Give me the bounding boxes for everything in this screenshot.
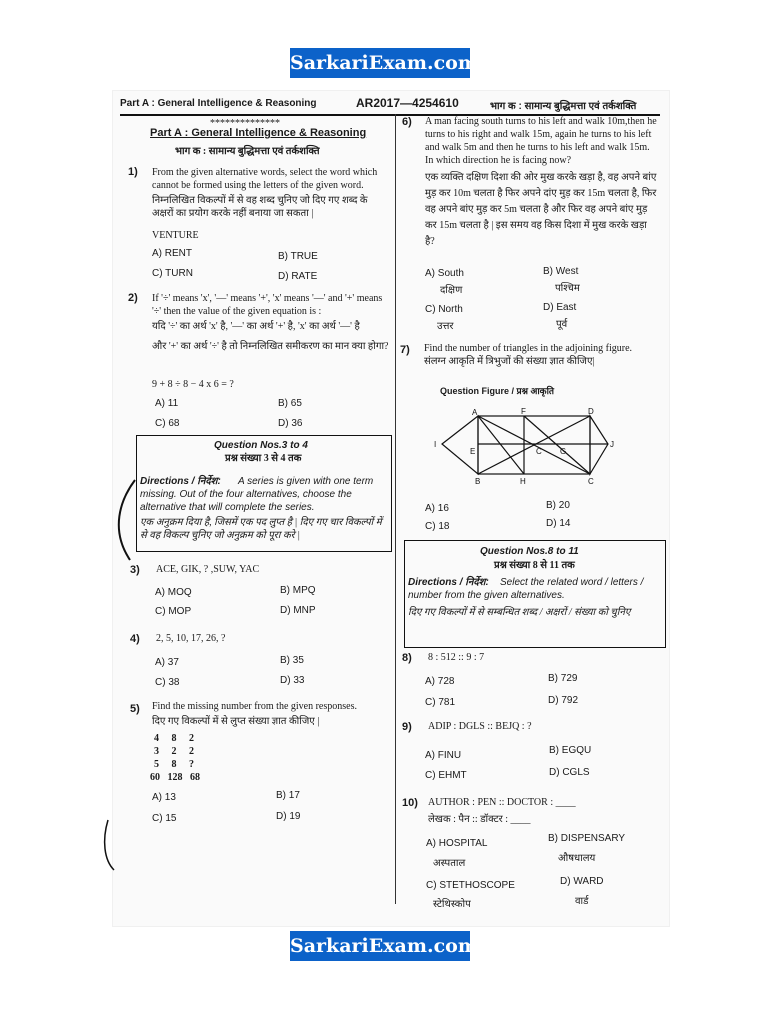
q10-option-c-hindi: स्टेथिस्कोप	[433, 899, 471, 910]
q6-text: A man facing south turns to his left and walk 10m,then he turns to his right and walk 15m, again he turns to his left and walk 5m and then he turns to his left and walk 15m. In which direction he is facing now?	[425, 116, 657, 166]
q5-text-hindi: दिए गए विकल्पों में से लुप्त संख्या ज्ञात कीजिए |	[152, 716, 320, 727]
directions-8-11-text-hindi: दिए गए विकल्पों में से सम्बन्धित शब्द / अक्षरों / संख्या को चुनिए	[408, 607, 631, 618]
q3-number: 3)	[130, 564, 140, 576]
q9-text: ADIP : DGLS :: BEJQ : ?	[428, 721, 532, 732]
q8-number: 8)	[402, 652, 412, 664]
q6-number: 6)	[402, 116, 412, 128]
section-title: Part A : General Intelligence & Reasoning	[150, 127, 367, 139]
q2-number: 2)	[128, 292, 138, 304]
q8-option-b[interactable]: B) 729	[548, 673, 578, 684]
q1-option-a[interactable]: A) RENT	[152, 248, 192, 259]
q7-number: 7)	[400, 344, 410, 356]
q7-label-b: B	[475, 477, 481, 486]
q3-option-d[interactable]: D) MNP	[280, 605, 316, 616]
q1-option-b[interactable]: B) TRUE	[278, 251, 318, 262]
q8-option-a[interactable]: A) 728	[425, 676, 455, 687]
q1-option-c[interactable]: C) TURN	[152, 268, 193, 279]
q7-label-c: C	[588, 477, 594, 486]
q2-option-d[interactable]: D) 36	[278, 418, 303, 429]
q6-option-d-hindi: पूर्व	[556, 319, 568, 330]
q10-option-b-hindi: औषधालय	[558, 853, 596, 864]
header-right: भाग क : सामान्य बुद्धिमत्ता एवं तर्कशक्ति	[490, 101, 637, 112]
q10-number: 10)	[402, 797, 418, 809]
q5-row-3: 5 8 ?	[154, 759, 194, 770]
q7-label-d: D	[588, 408, 594, 416]
q4-option-d[interactable]: D) 33	[280, 675, 305, 686]
q6-text-hindi: एक व्यक्ति दक्षिण दिशा की ओर मुख करके खड़ा है, वह अपने बांए मुड़ कर 10m चलता है फिर अपने दांए मुड़ कर 15m चलता है, फिर वह अपने बांए मुड़ कर 5m चलता है और फिर वह अपने बांए मुड़ कर 15m चलता है | इस समय वह किस दिशा में मुख करके खड़ा है?	[425, 172, 657, 247]
q1-text: From the given alternative words, select the word which cannot be formed using the letters of the given word.	[152, 167, 378, 191]
q8-text: 8 : 512 :: 9 : 7	[428, 652, 485, 663]
q5-option-c[interactable]: C) 15	[152, 813, 177, 824]
paper-code: AR2017—4254610	[356, 96, 459, 110]
q7-option-c[interactable]: C) 18	[425, 521, 450, 532]
q2-text-hindi-2: और '+' का अर्थ '÷' है तो निम्नलिखित समीकरण का मान क्या होगा?	[152, 341, 389, 352]
q5-row-4: 60 128 68	[150, 772, 200, 783]
q10-text-hindi: लेखक : पैन :: डॉक्टर : ____	[428, 814, 531, 825]
q4-number: 4)	[130, 633, 140, 645]
q2-equation: 9 + 8 ÷ 8 − 4 x 6 = ?	[152, 379, 234, 390]
q9-option-a[interactable]: A) FINU	[425, 750, 462, 761]
paper-header	[120, 96, 660, 116]
directions-3-4-label: Directions / निर्देश:	[140, 476, 221, 487]
q5-number: 5)	[130, 703, 140, 715]
directions-8-11-label: Directions / निर्देश:	[408, 577, 489, 588]
directions-8-11-title: Question Nos.8 to 11	[480, 546, 579, 557]
q5-option-a[interactable]: A) 13	[152, 792, 176, 803]
q2-option-a[interactable]: A) 11	[155, 398, 179, 409]
q7-label-i: I	[434, 440, 437, 449]
q1-number: 1)	[128, 166, 138, 178]
q7-option-a[interactable]: A) 16	[425, 503, 449, 514]
q1-text-hindi: निम्नलिखित विकल्पों में से वह शब्द चुनिए जो दिए गए शब्द के अक्षरों का प्रयोग करके नहीं बनाया जा सकता |	[152, 195, 368, 219]
q10-option-d-hindi: वार्ड	[575, 896, 589, 907]
q7-label-f: F	[521, 408, 526, 416]
q3-option-b[interactable]: B) MPQ	[280, 585, 316, 596]
directions-3-4-text-hindi: एक अनुक्रम दिया है, जिसमें एक पद लुप्त है | दिए गए चार विकल्पों में से वह विकल्प चुनिए जो अनुक्रम को पूरा करे |	[140, 517, 382, 541]
q4-option-c[interactable]: C) 38	[155, 677, 180, 688]
brand-banner-top[interactable]: SarkariExam.com	[290, 48, 470, 78]
q7-text: Find the number of triangles in the adjoining figure.	[424, 343, 633, 354]
directions-8-11-title-hindi: प्रश्न संख्या 8 से 11 तक	[494, 560, 575, 571]
q6-option-d[interactable]: D) East	[543, 302, 577, 313]
q6-option-c[interactable]: C) North	[425, 304, 463, 315]
q6-option-a[interactable]: A) South	[425, 268, 464, 279]
q10-option-d[interactable]: D) WARD	[560, 876, 604, 887]
q2-text-hindi-1: यदि '÷' का अर्थ 'x' है, '—' का अर्थ '+' है, 'x' का अर्थ '—' है	[152, 321, 360, 332]
q7-label-g: G	[560, 447, 567, 456]
q6-option-c-hindi: उत्तर	[437, 321, 454, 332]
q5-row-1: 4 8 2	[154, 733, 194, 744]
directions-3-4-title: Question Nos.3 to 4	[214, 440, 308, 451]
q3-series: ACE, GIK, ? ,SUW, YAC	[156, 564, 260, 575]
q7-option-d[interactable]: D) 14	[546, 518, 571, 529]
q7-triangle-figure	[428, 408, 618, 488]
section-title-hindi: भाग क : सामान्य बुद्धिमत्ता एवं तर्कशक्ति	[175, 146, 320, 157]
pen-marks	[100, 460, 160, 880]
q7-label-c-center: C	[536, 447, 542, 456]
header-left: Part A : General Intelligence & Reasoning	[120, 98, 317, 109]
q10-option-a-hindi: अस्पताल	[433, 858, 466, 869]
q4-series: 2, 5, 10, 17, 26, ?	[156, 633, 226, 644]
q6-option-a-hindi: दक्षिण	[440, 285, 463, 296]
q5-text: Find the missing number from the given responses.	[152, 701, 357, 712]
q7-label-h: H	[520, 477, 526, 486]
q3-option-c[interactable]: C) MOP	[155, 606, 192, 617]
q1-word: VENTURE	[152, 230, 199, 241]
q9-option-b[interactable]: B) EGQU	[549, 745, 592, 756]
q7-label-j: J	[610, 440, 614, 449]
q9-option-d[interactable]: D) CGLS	[549, 767, 590, 778]
q6-option-b-hindi: पश्चिम	[555, 283, 580, 294]
q2-option-c[interactable]: C) 68	[155, 418, 180, 429]
column-divider	[395, 114, 396, 904]
q2-option-b[interactable]: B) 65	[278, 398, 302, 409]
q7-label-a: A	[472, 408, 478, 417]
q9-option-c[interactable]: C) EHMT	[425, 770, 467, 781]
q10-option-a[interactable]: A) HOSPITAL	[426, 838, 488, 849]
q6-option-b[interactable]: B) West	[543, 266, 579, 277]
q8-option-d[interactable]: D) 792	[548, 695, 579, 706]
brand-banner-bottom[interactable]: SarkariExam.com	[290, 931, 470, 961]
q9-number: 9)	[402, 721, 412, 733]
section-stars: **************	[210, 118, 280, 129]
q2-text: If '÷' means 'x', '—' means '+', 'x' means '—' and '+' means '÷' then the value of the given equation is :	[152, 293, 383, 317]
q5-option-b[interactable]: B) 17	[276, 790, 300, 801]
q8-option-c[interactable]: C) 781	[425, 697, 456, 708]
q7-option-b[interactable]: B) 20	[546, 500, 570, 511]
q5-row-2: 3 2 2	[154, 746, 194, 757]
q4-option-b[interactable]: B) 35	[280, 655, 304, 666]
q3-option-a[interactable]: A) MOQ	[155, 587, 192, 598]
q4-option-a[interactable]: A) 37	[155, 657, 179, 668]
q7-label-e: E	[470, 447, 476, 456]
directions-3-4-title-hindi: प्रश्न संख्या 3 से 4 तक	[225, 453, 302, 464]
directions-8-11-text: Select the related word / letters / number from the given alternatives.	[408, 577, 644, 601]
q1-option-d[interactable]: D) RATE	[278, 271, 318, 282]
directions-3-4-text: A series is given with one term missing. Out of the four alternatives, choose the alternative that will complete the series.	[140, 476, 374, 513]
q10-text: AUTHOR : PEN :: DOCTOR : ____	[428, 797, 576, 808]
q5-option-d[interactable]: D) 19	[276, 811, 301, 822]
q7-text-hindi: संलग्न आकृति में त्रिभुजों की संख्या ज्ञात कीजिए|	[424, 356, 595, 367]
q10-option-c[interactable]: C) STETHOSCOPE	[426, 880, 515, 891]
q10-option-b[interactable]: B) DISPENSARY	[548, 833, 626, 844]
q7-figure-title: Question Figure / प्रश्न आकृति	[440, 386, 555, 396]
